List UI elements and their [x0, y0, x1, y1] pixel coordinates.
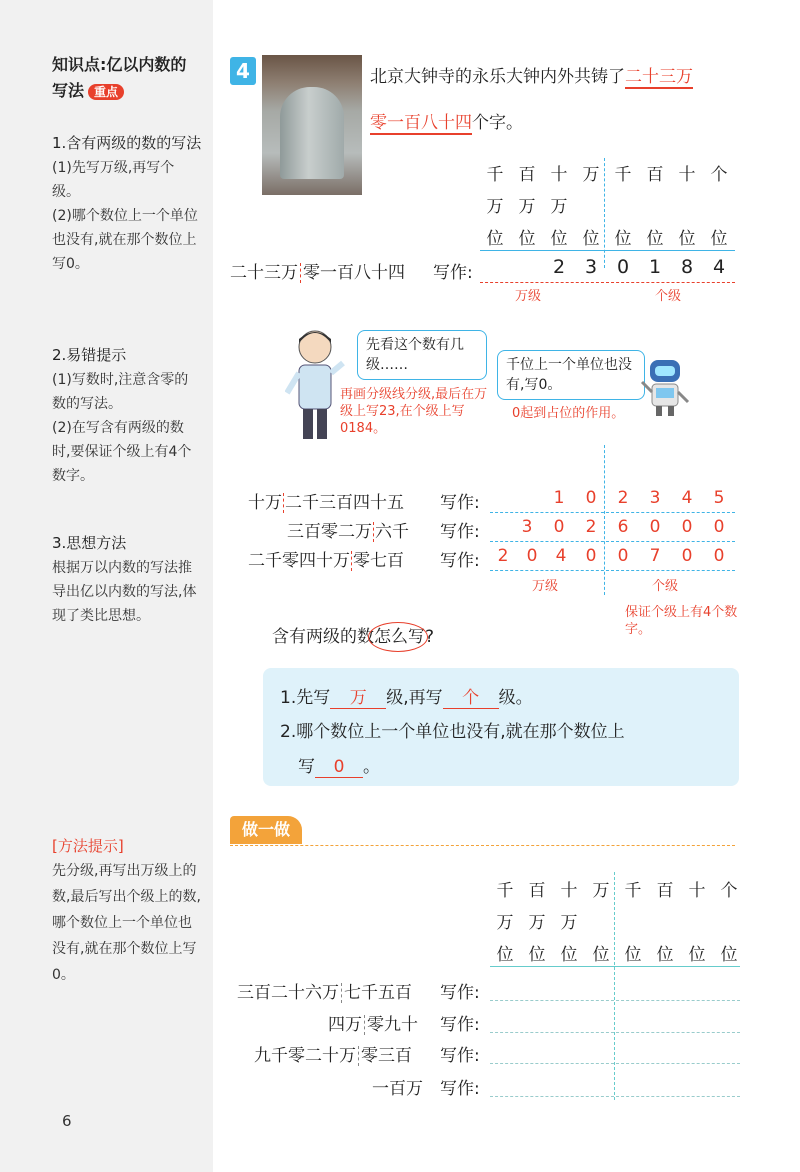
example-number: 4: [230, 57, 256, 85]
digit: 1: [553, 488, 565, 508]
header-cell: 万: [560, 913, 578, 933]
answer-line[interactable]: [490, 1096, 740, 1097]
digit: 2: [552, 256, 566, 278]
level-divider-line: [604, 158, 605, 268]
highlight-number-part1: 二十三万: [625, 67, 693, 87]
write-label: 写作:: [440, 522, 480, 542]
do-it-words: 三百二十六万 七千五百: [237, 983, 412, 1003]
table-header-line: [480, 250, 735, 251]
robot-speech-bubble: 千位上一个单位也没有,写0。: [497, 350, 645, 400]
header-cell: 位: [720, 945, 738, 965]
header-cell: 万: [528, 913, 546, 933]
write-label: 写作:: [440, 983, 480, 1003]
header-cell: 个: [720, 881, 738, 901]
do-it-words: 四万 零九十: [328, 1015, 418, 1035]
example-text-line1: 北京大钟寺的永乐大钟内外共铸了二十三万: [370, 67, 693, 87]
practice-words: 三百零二万 六千: [287, 522, 409, 542]
header-cell: 位: [646, 229, 664, 249]
header-cell: 万: [592, 881, 610, 901]
section-1-point-1: (1)先写万级,再写个级。: [52, 160, 175, 200]
header-cell: 万: [518, 197, 536, 217]
number-words: 二十三万 零一百八十四: [230, 263, 405, 283]
header-cell: 千: [624, 881, 642, 901]
split-mark: [358, 1046, 359, 1066]
digit: 1: [648, 256, 662, 278]
header-cell: 百: [518, 165, 536, 185]
page-number: 6: [62, 1112, 72, 1130]
digit: 4: [681, 488, 693, 508]
write-label: 写作:: [440, 1015, 480, 1035]
write-label: 写作:: [440, 1079, 480, 1099]
write-label: 写作:: [440, 493, 480, 513]
header-cell: 位: [624, 945, 642, 965]
row-line: [490, 570, 735, 571]
do-it-header-line: [490, 966, 740, 967]
digit-underline: [480, 282, 735, 283]
do-it-divider: [230, 845, 735, 846]
ge-level-label: 个级: [655, 289, 682, 304]
digit: 3: [584, 256, 598, 278]
header-cell: 千: [486, 165, 504, 185]
blank-fill: 万: [330, 683, 386, 709]
digit: 8: [680, 256, 694, 278]
blank-fill: 0: [315, 757, 363, 778]
header-cell: 万: [486, 197, 504, 217]
section-1-point-2: (2)哪个数位上一个单位也没有,就在那个数位上写0。: [52, 208, 198, 272]
example-text-line2: 零一百八十四个字。: [370, 113, 523, 133]
header-cell: 位: [614, 229, 632, 249]
key-point-badge: 重点: [88, 84, 124, 100]
practice-ge-label: 个级: [652, 579, 679, 594]
digit: 5: [713, 488, 725, 508]
bell-image: [280, 87, 344, 179]
digit: 6: [617, 517, 629, 537]
header-cell: 十: [550, 165, 568, 185]
header-cell: 位: [688, 945, 706, 965]
do-it-header: 做一做: [230, 816, 302, 844]
header-cell: 位: [592, 945, 610, 965]
do-it-words: 一百万: [372, 1079, 423, 1099]
section-2-point-1: (1)写数时,注意含零的数的写法。: [52, 372, 189, 412]
boy-figure: [285, 325, 345, 445]
do-it-level-divider: [614, 872, 615, 1100]
answer-line[interactable]: [490, 1063, 740, 1064]
header-cell: 位: [710, 229, 728, 249]
robot-note: 0起到占位的作用。: [512, 406, 625, 421]
digit: 0: [681, 517, 693, 537]
header-cell: 十: [688, 881, 706, 901]
practice-note: 保证个级上有4个数字。: [625, 605, 738, 637]
digit: 0: [617, 546, 629, 566]
digit: 2: [585, 517, 597, 537]
sidebar-title: 知识点:亿以内数的写法 重点: [52, 55, 187, 100]
split-mark: [351, 551, 352, 571]
split-mark: [373, 522, 374, 542]
digit: 0: [526, 546, 538, 566]
digit: 3: [649, 488, 661, 508]
header-cell: 位: [656, 945, 674, 965]
highlight-number-part2: 零一百八十四: [370, 113, 472, 133]
section-2-point-2: (2)在写含有两级的数时,要保证个级上有4个数字。: [52, 420, 192, 484]
practice-words: 十万 二千三百四十五: [248, 493, 404, 513]
question-circled-part: 怎么写: [374, 627, 425, 647]
split-mark: [300, 263, 301, 283]
split-mark: [364, 1015, 365, 1035]
header-cell: 千: [496, 881, 514, 901]
digit: 4: [555, 546, 567, 566]
header-cell: 万: [496, 913, 514, 933]
digit: 7: [649, 546, 661, 566]
split-mark: [283, 493, 284, 513]
header-cell: 百: [528, 881, 546, 901]
answer-line[interactable]: [490, 1000, 740, 1001]
header-cell: 位: [528, 945, 546, 965]
header-cell: 位: [550, 229, 568, 249]
digit: 0: [649, 517, 661, 537]
digit: 0: [585, 546, 597, 566]
header-cell: 万: [550, 197, 568, 217]
header-cell: 千: [614, 165, 632, 185]
digit: 0: [616, 256, 630, 278]
write-label: 写作:: [433, 263, 473, 283]
answer-line[interactable]: [490, 1032, 740, 1033]
header-cell: 万: [582, 165, 600, 185]
digit: 4: [712, 256, 726, 278]
practice-words: 二千零四十万 零七百: [248, 551, 404, 571]
header-cell: 位: [582, 229, 600, 249]
header-cell: 位: [678, 229, 696, 249]
red-circle-mark: [368, 622, 428, 652]
row-line: [490, 541, 735, 542]
digit: 0: [713, 546, 725, 566]
section-1-heading: 1.含有两级的数的写法: [52, 134, 202, 152]
boy-note: 再画分级线分级,最后在万级上写23,在个级上写0184。: [340, 387, 488, 436]
practice-wan-label: 万级: [532, 579, 559, 594]
section-2-heading: 2.易错提示: [52, 346, 127, 364]
do-it-words: 九千零二十万 零三百: [254, 1046, 412, 1066]
digit: 0: [553, 517, 565, 537]
digit: 2: [497, 546, 509, 566]
summary-line-2: 2.哪个数位上一个单位也没有,就在那个数位上: [280, 722, 625, 742]
header-cell: 位: [560, 945, 578, 965]
section-3-text: 根据万以内数的写法推导出亿以内数的写法,体现了类比思想。: [52, 560, 197, 624]
method-tip-text: 先分级,再写出万级上的数,最后写出个级上的数,哪个数位上一个单位也没有,就在那个数位上写0。: [52, 863, 201, 983]
summary-question: 含有两级的数怎么写 ?: [272, 622, 434, 647]
write-label: 写作:: [440, 551, 480, 571]
digit: 0: [713, 517, 725, 537]
header-cell: 位: [518, 229, 536, 249]
header-cell: 百: [656, 881, 674, 901]
digit: 2: [617, 488, 629, 508]
header-cell: 个: [710, 165, 728, 185]
boy-speech-bubble: 先看这个数有几级……: [357, 330, 487, 380]
row-line: [490, 512, 735, 513]
bell-photo: [262, 55, 362, 195]
wan-level-label: 万级: [515, 289, 542, 304]
summary-line-1: 1.先写 万 级,再写 个 级。: [280, 683, 533, 709]
write-label: 写作:: [440, 1046, 480, 1066]
header-cell: 位: [486, 229, 504, 249]
section-3-heading: 3.思想方法: [52, 534, 127, 552]
split-mark: [341, 983, 342, 1003]
summary-line-3: 写 0 。: [298, 757, 380, 777]
header-cell: 十: [560, 881, 578, 901]
header-cell: 位: [496, 945, 514, 965]
digit: 0: [681, 546, 693, 566]
method-tip-heading: [方法提示]: [52, 837, 124, 855]
header-cell: 十: [678, 165, 696, 185]
digit: 3: [521, 517, 533, 537]
header-cell: 百: [646, 165, 664, 185]
digit: 0: [585, 488, 597, 508]
blank-fill: 个: [443, 683, 499, 709]
